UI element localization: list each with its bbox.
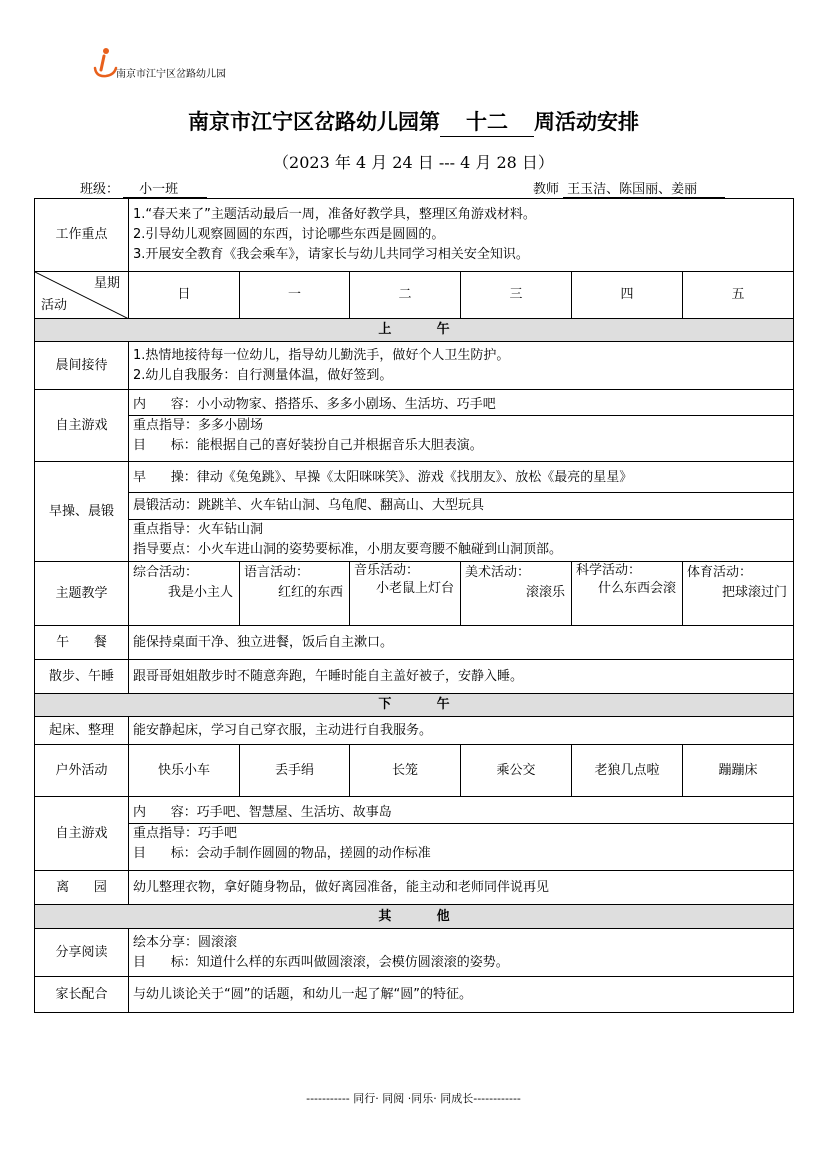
morning-free-play-content [129, 390, 794, 462]
lunch-row [35, 626, 794, 660]
work-focus-label: 工作重点 [35, 199, 129, 272]
week-number: 十二 [440, 106, 534, 137]
exercise-drill-line: 早 操：律动《兔兔跳》、早操《太阳咪咪笑》、游戏《找朋友》、放松《最亮的星星》 [129, 464, 793, 493]
day-thursday: 四 [572, 272, 683, 319]
footer-slogan: ----------- 同行· 同阅 ·同乐· 同成长------------ [306, 1092, 521, 1105]
page-title [0, 106, 827, 137]
work-focus-row [35, 199, 794, 272]
corner-activity-label: 活动 [41, 298, 68, 313]
greeting-content [129, 342, 794, 390]
school-name-small: 南京市江宁区岔路幼儿园 [116, 69, 226, 80]
free-play-focus-line: 重点指导：巧手吧 [133, 826, 238, 841]
theme-item [240, 562, 350, 626]
leave-label: 离 园 [35, 871, 129, 905]
free-play-content-line: 内 容：小小动物家、搭搭乐、多多小剧场、生活坊、巧手吧 [129, 395, 793, 416]
corner-weekday-label: 星期 [93, 276, 120, 291]
day-tuesday: 二 [350, 272, 461, 319]
work-focus-content [129, 199, 794, 272]
day-sunday: 日 [129, 272, 240, 319]
work-focus-line: 2.引导幼儿观察圆圆的东西，讨论哪些东西是圆圆的。 [133, 227, 445, 242]
theme-activity-name: 小老鼠上灯台 [375, 581, 454, 596]
school-logo-icon [92, 46, 118, 78]
theme-category: 综合活动： [133, 565, 199, 580]
greeting-row [35, 342, 794, 390]
theme-teaching-label: 主题教学 [35, 562, 129, 626]
exercise-focus-line: 重点指导：火车钻山洞 [133, 521, 264, 537]
outdoor-row [35, 745, 794, 797]
reading-row [35, 929, 794, 977]
class-info [80, 178, 207, 198]
theme-activity-name: 我是小主人 [167, 585, 233, 600]
outdoor-activity: 蹦蹦床 [683, 745, 794, 797]
theme-activity-name: 红红的东西 [277, 585, 343, 600]
work-focus-line: 3.开展安全教育《我会乘车》，请家长与幼儿共同学习相关安全知识。 [133, 247, 529, 262]
theme-category: 美术活动： [465, 565, 531, 580]
day-header-row [35, 272, 794, 319]
section-afternoon: 下 午 [35, 694, 794, 717]
greeting-line: 2.幼儿自我服务：自行测量体温，做好签到。 [133, 367, 393, 383]
outdoor-activity: 乘公交 [461, 745, 572, 797]
theme-activity-name: 把球滚过门 [722, 585, 788, 600]
section-morning: 上 午 [35, 319, 794, 342]
outdoor-activity: 长笼 [350, 745, 461, 797]
free-play-goal-line: 目 标：能根据自己的喜好装扮自己并根据音乐大胆表演。 [133, 438, 483, 453]
exercise-label: 早操、晨锻 [35, 462, 129, 562]
reading-label: 分享阅读 [35, 929, 129, 977]
theme-category: 音乐活动： [354, 563, 420, 578]
outdoor-activity: 快乐小车 [129, 745, 240, 797]
parents-label: 家长配合 [35, 977, 129, 1013]
title-suffix: 周活动安排 [534, 109, 639, 134]
nap-row [35, 660, 794, 694]
day-wednesday: 三 [461, 272, 572, 319]
outdoor-activity: 丢手绢 [240, 745, 350, 797]
theme-category: 体育活动： [687, 565, 753, 580]
wake-text: 能安静起床，学习自己穿衣服，主动进行自我服务。 [129, 717, 794, 745]
reading-content [129, 929, 794, 977]
reading-line: 目 标：知道什么样的东西叫做圆滚滚，会模仿圆滚滚的姿势。 [133, 954, 509, 970]
corner-cell [35, 272, 129, 319]
class-value: 小一班 [123, 178, 207, 198]
afternoon-free-play-content [129, 797, 794, 871]
wake-label: 起床、整理 [35, 717, 129, 745]
title-prefix: 南京市江宁区岔路幼儿园第 [188, 109, 440, 134]
nap-label: 散步、午睡 [35, 660, 129, 694]
schedule-table [34, 198, 794, 1013]
free-play-focus-line: 重点指导：多多小剧场 [133, 418, 264, 433]
theme-activity-name: 什么东西会滚 [597, 581, 676, 596]
morning-free-play-row [35, 390, 794, 462]
exercise-activities-line: 晨锻活动：跳跳羊、火车钻山洞、乌龟爬、翻高山、大型玩具 [129, 493, 793, 520]
leave-text: 幼儿整理衣物，拿好随身物品，做好离园准备，能主动和老师同伴说再见 [129, 871, 794, 905]
greeting-line: 1.热情地接待每一位幼儿，指导幼儿勤洗手，做好个人卫生防护。 [133, 347, 510, 363]
outdoor-label: 户外活动 [35, 745, 129, 797]
reading-line: 绘本分享：圆滚滚 [133, 934, 238, 950]
afternoon-free-play-label: 自主游戏 [35, 797, 129, 871]
morning-free-play-label: 自主游戏 [35, 390, 129, 462]
work-focus-line: 1.“春天来了”主题活动最后一周，准备好教学具，整理区角游戏材料。 [133, 207, 536, 222]
theme-activity-name: 滚滚乐 [525, 585, 565, 600]
day-monday: 一 [240, 272, 350, 319]
outdoor-activity: 老狼几点啦 [572, 745, 683, 797]
parents-row [35, 977, 794, 1013]
theme-item [350, 562, 461, 626]
exercise-content [129, 462, 794, 562]
leave-row [35, 871, 794, 905]
teacher-value: 王玉洁、陈国丽、姜丽 [563, 178, 725, 198]
lunch-text: 能保持桌面干净、独立进餐，饭后自主漱口。 [129, 626, 794, 660]
parents-text: 与幼儿谈论关于“圆”的话题，和幼儿一起了解“圆”的特征。 [129, 977, 794, 1013]
class-label: 班级： [80, 182, 120, 197]
lunch-label: 午 餐 [35, 626, 129, 660]
exercise-row [35, 462, 794, 562]
theme-item [461, 562, 572, 626]
theme-item [683, 562, 794, 626]
afternoon-free-play-row [35, 797, 794, 871]
nap-text: 跟哥哥姐姐散步时不随意奔跑，午睡时能自主盖好被子，安静入睡。 [129, 660, 794, 694]
teacher-label: 教师 [533, 182, 560, 197]
theme-item [129, 562, 240, 626]
theme-category: 科学活动： [576, 563, 642, 578]
wake-row [35, 717, 794, 745]
date-range: （2023 年 4 月 24 日 --- 4 月 28 日） [273, 153, 554, 172]
free-play-goal-line: 目 标：会动手制作圆圆的物品，搓圆的动作标准 [133, 846, 431, 861]
teacher-info [533, 178, 725, 198]
theme-teaching-row [35, 562, 794, 626]
theme-category: 语言活动： [244, 565, 310, 580]
day-friday: 五 [683, 272, 794, 319]
theme-item [572, 562, 683, 626]
free-play-content-line: 内 容：巧手吧、智慧屋、生活坊、故事岛 [129, 803, 793, 824]
exercise-points-line: 指导要点：小火车进山洞的姿势要标准，小朋友要弯腰不触碰到山洞顶部。 [133, 541, 563, 557]
greeting-label: 晨间接待 [35, 342, 129, 390]
section-other: 其 他 [35, 905, 794, 929]
